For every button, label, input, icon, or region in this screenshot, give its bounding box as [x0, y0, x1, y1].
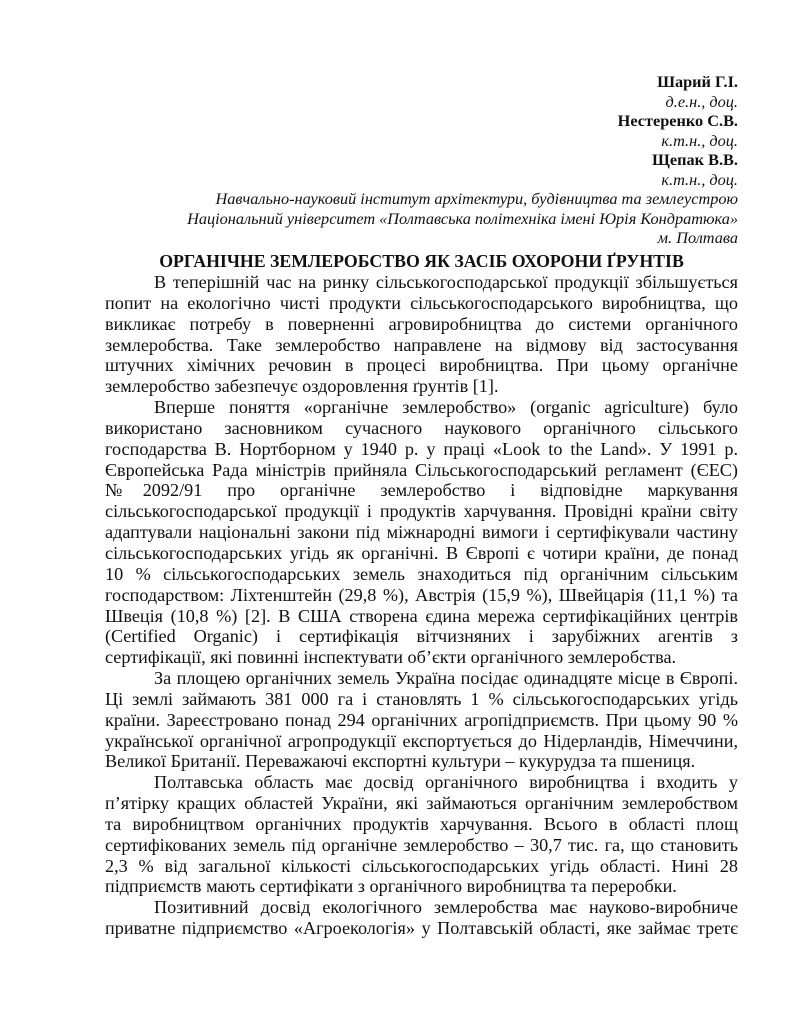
text-line: сертифікації, які повинні інспектувати об’єкти органічного землеробства.	[105, 647, 677, 668]
text-line: Європейська Рада міністрів прийняла Сільськогосподарський регламент (ЄЕС)	[105, 459, 738, 480]
text-line: приватне підприємство «Агроекологія» у Полтавській області, яке займає третє	[105, 918, 738, 939]
text-line: адаптували національні закони під міжнародні вимоги і сертифікували частину	[105, 522, 738, 543]
text-line: 10 % сільськогосподарських земель знаходиться під органічним сільським	[105, 563, 738, 584]
text-line: (Certified Organic) і сертифікація вітчизняних і зарубіжних агентів з	[105, 626, 738, 647]
text-line: №2092/91 про органічне землеробство і відповідне маркування	[105, 480, 738, 501]
author-block	[138, 72, 738, 248]
text-line: сільськогосподарських угідь як органічні. В Європі є чотири країни, де понад	[105, 542, 738, 563]
paragraph	[105, 668, 738, 772]
city: м. Полтава	[657, 228, 738, 247]
paragraph	[105, 772, 738, 897]
text-line: викликає потребу в поверненні агровиробництва до системи органічного	[105, 313, 738, 334]
text-line: української органічної агропродукції експортується до Нідерландів, Німеччини,	[105, 730, 738, 751]
author-degree: к.т.н., доц.	[661, 169, 738, 189]
text-line: сертифікованих земель під органічне землеробство – 30,7 тис. га, що становить	[105, 834, 738, 855]
text-line: штучних хімічних речовин в процесі виробництва. При цьому органічне	[105, 355, 738, 376]
text-line: п’ятірку кращих областей України, які займаються органічним землеробством	[105, 793, 738, 814]
author-degree: к.т.н., доц.	[661, 130, 738, 150]
text-line: Швеція (10,8 %) [2]. В США створена єдина мережа сертифікаційних центрів	[105, 605, 738, 626]
text-line: землеробство забезпечує оздоровлення ґрунтів [1].	[105, 376, 499, 397]
author-name: Нестеренко С.В.	[617, 111, 738, 130]
article-title: ОРГАНІЧНЕ ЗЕМЛЕРОБСТВО ЯК ЗАСІБ ОХОРОНИ ҐРУНТІВ	[159, 251, 684, 271]
author-name: Щепак В.В.	[652, 150, 738, 169]
text-line: Полтавська область має досвід органічного виробництва і входить у	[154, 772, 738, 793]
text-line: землеробства. Таке землеробство направлене на відмову від застосування	[105, 334, 738, 355]
text-line: сільськогосподарської продукції і продуктів харчування. Провідні країни світу	[105, 501, 738, 522]
text-line: країни. Зареєстровано понад 294 органічних агропідприємств. При цьому 90 %	[105, 709, 738, 730]
text-line: та виробництвом органічних продуктів харчування. Всього в області площ	[105, 813, 738, 834]
text-line: Вперше поняття «органічне землеробство» (organic agriculture) було	[154, 397, 738, 418]
paragraph	[105, 897, 738, 939]
author-degree: д.е.н., доц.	[665, 91, 738, 111]
paragraph	[105, 272, 738, 397]
university: Національний університет «Полтавська політехніка імені Юрія Кондратюка»	[187, 208, 738, 228]
text-line: використано засновником сучасного наукового органічного сільського	[105, 417, 738, 438]
paragraph	[105, 397, 738, 668]
text-line: Ці землі займають 381 000 га і становлять 1 % сільськогосподарських угідь	[105, 688, 738, 709]
text-line: господарства В. Нортборном у 1940 р. у праці «Look to the Land». У 1991 р.	[105, 438, 738, 459]
author-name: Шарий Г.І.	[657, 72, 738, 91]
text-line: попит на екологічно чисті продукти сільськогосподарського виробництва, що	[105, 292, 738, 313]
text-line: Позитивний досвід екологічного землеробства має науково-виробниче	[154, 897, 738, 918]
institute: Навчально-науковий інститут архітектури, будівництва та землеустрою	[215, 189, 738, 208]
text-line: підприємств мають сертифікати з органічного виробництва та переробки.	[105, 876, 677, 897]
text-line: За площею органічних земель Україна посідає одинадцяте місце в Європі.	[154, 668, 738, 689]
text-line: Великої Британії. Переважаючі експортні культури – кукурудза та пшениця.	[105, 751, 696, 772]
text-line: 2,3 % від загальної кількості сільськогосподарських угідь області. Нині 28	[105, 855, 738, 876]
text-line: господарством: Ліхтенштейн (29,8 %), Австрія (15,9 %), Швейцарія (11,1 %) та	[105, 584, 738, 605]
article-body	[105, 272, 738, 939]
text-line: В теперішній час на ринку сільськогосподарської продукції збільшується	[154, 272, 738, 292]
